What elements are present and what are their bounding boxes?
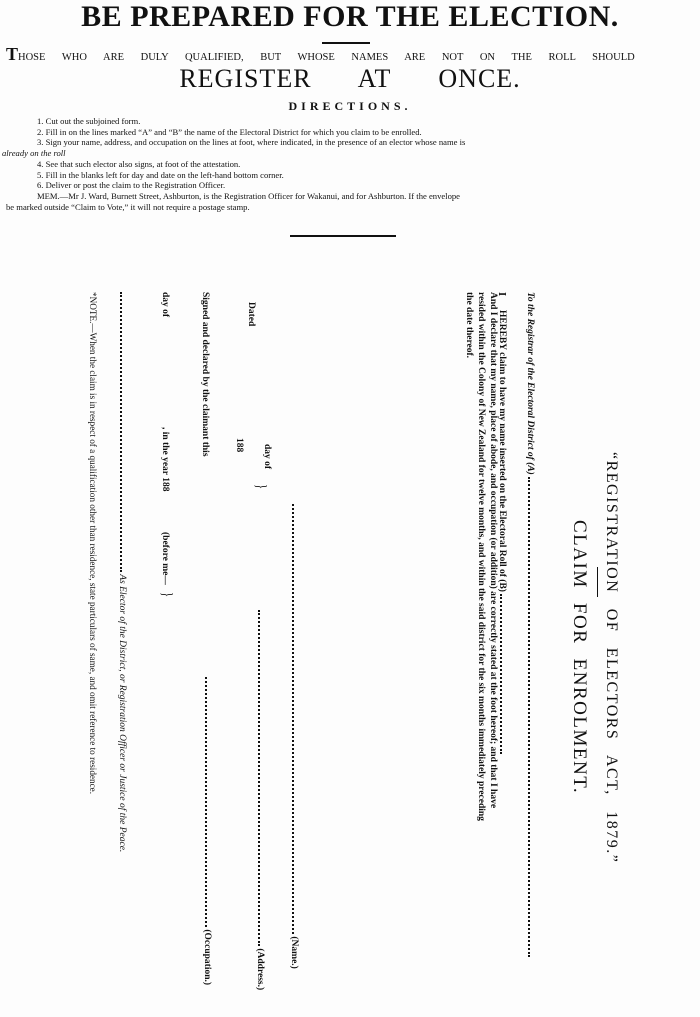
to-registrar-text: To the Registrar of the Electoral District of (A) <box>525 292 535 475</box>
district-b-blank <box>500 594 510 754</box>
day-of-label: day of <box>262 444 272 470</box>
subtitle-drop-cap: T <box>6 44 19 64</box>
claim-line-text: HEREBY claim to have my name inserted on the Electoral Roll of (B) <box>497 310 507 592</box>
claim-form <box>80 292 620 1017</box>
declaration-line: And I declare that my name, place of abode, and occupation (or addition) are correctly stated at the foot hereof; and that I have <box>488 292 498 809</box>
direction-item: 4. See that such elector also signs, at foot of the attestation. <box>37 158 241 169</box>
memo-line: be marked outside “Claim to Vote,” it will not require a postage stamp. <box>6 201 250 212</box>
to-registrar-line <box>525 292 538 957</box>
year-label: 188 <box>234 438 244 453</box>
name-blank <box>292 504 302 934</box>
directions-heading: DIRECTIONS. <box>288 99 412 113</box>
declaration-line: resided within the Colony of New Zealand for twelve months, and within the said district for the six months immediately preceding <box>476 292 486 821</box>
occupation-blank <box>205 677 215 927</box>
claim-line <box>497 310 510 754</box>
directions-list <box>0 116 700 212</box>
direction-item: already on the roll <box>2 148 66 159</box>
signed-year-label: , in the year 188 <box>160 427 170 492</box>
divider <box>597 567 598 597</box>
address-line <box>255 610 268 990</box>
footnote: *NOTE.—When the claim is in respect of a qualification other than residence, state particulars of same, and omit reference to residence. <box>88 292 98 795</box>
direction-item: 6. Deliver or post the claim to the Registration Officer. <box>37 180 226 191</box>
page-title: BE PREPARED FOR THE ELECTION. <box>81 0 619 33</box>
brace: } <box>253 484 269 490</box>
name-line <box>289 504 302 969</box>
attestation-text: As Elector of the District, or Registration Officer or Justice of the Peace. <box>117 574 127 853</box>
name-label: (Name.) <box>289 936 299 969</box>
subtitle <box>6 44 696 65</box>
claim-title: CLAIM FOR ENROLMENT. <box>569 520 590 795</box>
signed-day-label: day of <box>160 292 170 318</box>
register-heading: REGISTER AT ONCE. <box>179 64 521 93</box>
address-blank <box>258 610 268 946</box>
dated-label: Dated <box>246 302 256 327</box>
declaration-line: the date thereof. <box>464 292 474 359</box>
direction-item: 3. Sign your name, address, and occupation on the lines at foot, where indicated, in the presence of an elector whose name is <box>37 137 466 148</box>
subtitle-text: HOSE WHO ARE DULY QUALIFIED, BUT WHOSE NAMES ARE NOT ON THE ROLL SHOULD <box>18 52 635 63</box>
big-initial: I <box>496 292 507 297</box>
occupation-label: (Occupation.) <box>202 929 212 986</box>
address-label: (Address.) <box>255 948 265 991</box>
occupation-line <box>202 677 215 985</box>
attestation-line <box>117 292 130 852</box>
attestation-blank <box>120 292 130 572</box>
direction-item: 5. Fill in the blanks left for day and date on the left-hand bottom corner. <box>37 169 284 180</box>
signed-line: Signed and declared by the claimant this <box>200 292 210 457</box>
district-a-blank <box>528 477 538 957</box>
direction-item: 1. Cut out the subjoined form. <box>37 116 141 126</box>
before-me-label: (before me— <box>160 532 170 585</box>
memo-line: MEM.—Mr J. Ward, Burnett Street, Ashburton, is the Registration Officer for Wakanui, and for Ashburton. If the envelope <box>37 190 460 201</box>
brace: } <box>159 592 175 598</box>
direction-item: 2. Fill in on the lines marked “A” and “B” the name of the Electoral District for which you claim to be enrolled. <box>37 126 422 137</box>
divider <box>290 235 396 237</box>
act-title: “REGISTRATION OF ELECTORS ACT, 1879.” <box>603 452 620 864</box>
divider <box>322 42 370 44</box>
